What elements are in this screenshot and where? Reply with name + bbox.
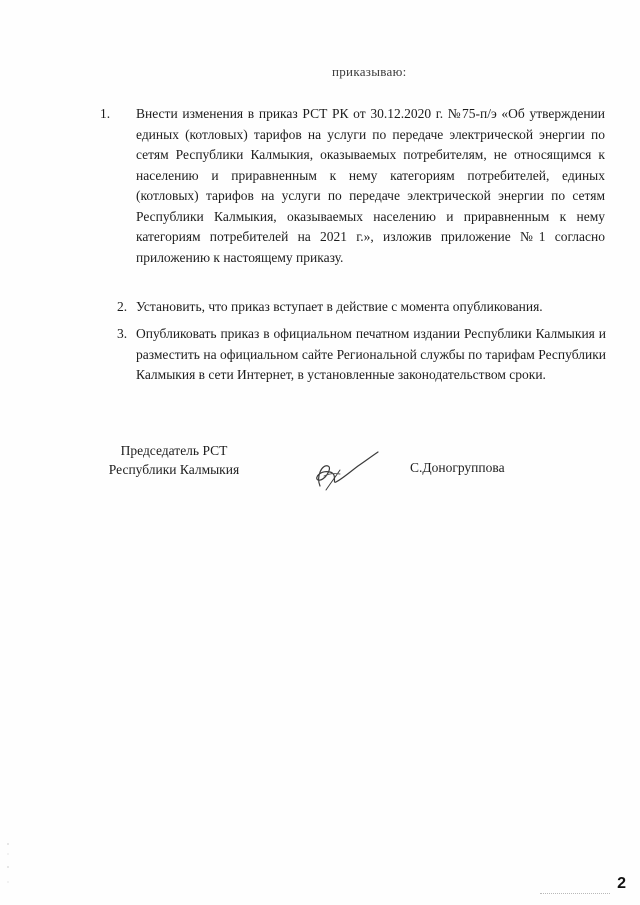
item-text: Внести изменения в приказ РСТ РК от 30.12.2020 г. №75-п/э «Об утверждении единых (котловых) тарифов на услуги по передаче электрической энергии по сетям Республики Калмыкия, оказываемых потребителям, не относящимся к населению и приравненным к нему категориям потребителей, единых (котловых) тарифов на услуги по передаче электрической энергии по сетям Республики Калмыкия, оказываемых населению и приравненным к нему категориям потребителей на 2021 г.», изложив приложение №1 согласно приложению к настоящему приказу.	[136, 106, 605, 265]
order-heading: приказываю:	[332, 64, 407, 79]
signatory-name: С.Доногруппова	[410, 460, 505, 475]
signatory-title-line-1: Председатель РСТ	[120, 443, 228, 458]
page-number: 2	[617, 875, 626, 892]
signatory-title	[95, 441, 253, 479]
item-text: Установить, что приказ вступает в действие с момента опубликования.	[136, 299, 543, 314]
footer-divider	[540, 893, 610, 894]
item-text: Опубликовать приказ в официальном печатном издании Республики Калмыкия и разместить на официальном сайте Региональной службы по тарифам Республики Калмыкия в сети Интернет, в установленные законодательством сроки.	[136, 326, 606, 382]
signature-icon	[306, 446, 382, 494]
signatory-title-line-2: Республики Калмыкия	[108, 462, 240, 477]
item-number: 1.	[100, 106, 111, 121]
item-number: 2.	[117, 299, 128, 314]
item-number: 3.	[117, 326, 128, 341]
scan-artifact	[6, 840, 10, 890]
